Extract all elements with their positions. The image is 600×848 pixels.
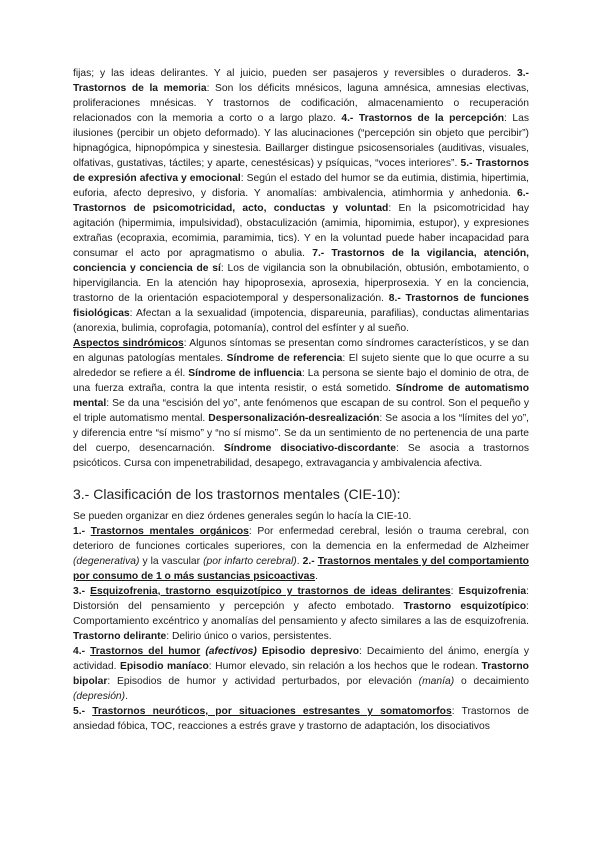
bold-term: 7.- Trastornos de la vigilancia, atención, conciencia y conciencia de sí [73, 248, 529, 274]
underlined-term: Trastornos neuróticos, por situaciones estresantes y somatomorfos [92, 706, 452, 717]
text: : La persona se siente bajo el dominio de otra, de una fuerza extraña, contra la que intenta resistir, o está sometido. [73, 368, 529, 394]
bold-term: 3.- Trastornos de la memoria [73, 68, 529, 94]
bold-term: Síndrome de automatismo mental [73, 383, 529, 409]
text: : Comportamiento excéntrico y anomalías del pensamiento y afecto similares a las de esquizofrenia. [73, 601, 529, 627]
text: : Según el estado del humor se da eutimia, distimia, hipertimia, euforia, afecto depresivo, y disforia. Y anomalías: ambivalencia, atimhormia y anhedonia. [73, 173, 530, 199]
bold-term: 8.- Trastornos de funciones fisiológicas [73, 293, 529, 319]
underlined-term: Trastornos mentales y del comportamiento por consumo de 1 o más sustancias psicoactivas [73, 556, 529, 582]
list-item-3 [73, 584, 529, 644]
underlined-term: Esquizofrenia, trastorno esquizotípico y trastornos de ideas delirantes [90, 586, 451, 597]
bold-term: Episodio depresivo [261, 646, 360, 657]
underlined-term: Trastornos del humor [90, 646, 201, 657]
list-item-1 [73, 524, 529, 584]
bold-term: Síndrome disociativo-discordante [223, 443, 396, 454]
text: : Las ilusiones (percibir un objeto deformado). Y las alucinaciones (“percepción sin objeto que percibir”) hipnagógica, hipnopómpica y sinestesia. Baillarger distingue psicosensoriales (auditivas, visuales, olfativas, gustativas, táctiles; y aparte, cenestésicas) y psíquicas, “voces interiores”. [73, 113, 529, 169]
underlined-term: Aspectos sindrómicos [73, 338, 184, 349]
section-heading: 3.- Clasificación de los trastornos mentales (CIE-10): [73, 486, 401, 502]
underlined-heading [73, 338, 184, 349]
text: : Por enfermedad cerebral, lesión o trauma cerebral, con deterioro de funciones corticales superiores, con la demencia en la enfermedad de Alzheimer [73, 526, 529, 552]
text: : Se da una “escisión del yo”, ante fenómenos que escapan de su control. Son el pequeño y el triple automatismo mental. [73, 398, 529, 424]
paragraph-symptoms [73, 66, 529, 336]
bold-term: 5.- Trastornos de expresión afectiva y emocional [73, 158, 529, 184]
italic-term: (depresión) [73, 691, 126, 702]
text: : Se asocia a trastornos psicóticos. Cursa con impenetrabilidad, desapego, extravagancia y ambivalencia afectiva. [73, 443, 529, 469]
text: . [296, 556, 303, 567]
text: : Humor elevado, sin relación a los hechos que le rodean. [208, 661, 482, 672]
item-number: 1.- [73, 526, 91, 537]
text: : Son los déficits mnésicos, laguna amnésica, amnesias electivas, proliferaciones mnésicas. Y trastornos de codificación, almacenamiento o recuperación relacionados con la memoria a corto o a largo plazo. [73, 83, 529, 124]
bold-term: Trastorno bipolar [73, 661, 529, 687]
bold-term: 6.- Trastornos de psicomotricidad, acto, conductas y voluntad [73, 188, 529, 214]
text: : Distorsión del pensamiento y percepción y afecto embotado. [73, 586, 529, 612]
text: : Decaimiento del ánimo, energía y actividad. [73, 646, 529, 672]
paragraph-syndromes [73, 336, 529, 471]
text: . [315, 571, 318, 582]
text: : Delirio único o varios, persistentes. [166, 631, 332, 642]
text: : Los de vigilancia son la obnubilación, obtusión, embotamiento, o hipervigilancia. En la atención hay hipoprosexia, aprosexia, hiperprosexia. Y en la conciencia, trastorno de la orientación espaciotemporal y despersonalización. [73, 263, 529, 304]
bold-term: Esquizofrenia [458, 586, 527, 597]
text: : En la psicomotricidad hay agitación (hipermimia, impulsividad), obstaculización (amimia, hipomimia, estupor), y expresiones extrañas (ecopraxia, ecomimia, paramimia, tics). Y en la voluntad puede haber incapacidad para consumar el acto por apragmatismo o abulia. [73, 203, 529, 259]
list-item-4 [73, 644, 529, 704]
bold-term: Despersonalización-desrealización [208, 413, 380, 424]
item-number: 4.- [73, 646, 91, 657]
text: : Algunos síntomas se presentan como síndromes característicos, y se dan en algunas patologías mentales. [73, 338, 529, 364]
italic-term: (por infarto cerebral) [203, 556, 297, 567]
text: : Se asocia a los “límites del yo”, y diferencia entre “sí mismo” y “no sí mismo”. Se da un sentimiento de no pertenencia de una parte del cuerpo, desencarnación. [73, 413, 529, 454]
section-intro: Se pueden organizar en diez órdenes generales según lo hacía la CIE-10. [73, 511, 412, 522]
item-number: 2.- [302, 556, 318, 567]
bold-term: 4.- Trastornos de la percepción [341, 113, 505, 124]
item-number: 3.- [73, 586, 91, 597]
text: . [125, 691, 128, 702]
text: : El sujeto siente que lo que ocurre a su alrededor se refiere a él. [73, 353, 530, 379]
italic-term: (degenerativa) [73, 556, 140, 567]
item-number: 5.- [73, 706, 93, 717]
bold-term: Episodio maníaco [120, 661, 209, 672]
text: y la vascular [139, 556, 204, 567]
text: fijas; y las ideas delirantes. Y al juicio, pueden ser pasajeros y reversibles o duraderos. [73, 68, 517, 79]
italic-term: (manía) [418, 676, 455, 687]
document-page [73, 66, 529, 734]
bold-term: Trastorno delirante [73, 631, 167, 642]
list-item-5 [73, 704, 529, 734]
text: : Trastornos de ansiedad fóbica, TOC, reacciones a estrés grave y trastorno de adaptación, los disociativos [73, 706, 529, 732]
text: : [450, 586, 459, 597]
bold-term: Síndrome de referencia [226, 353, 343, 364]
bold-term: Síndrome de influencia [188, 368, 302, 379]
text: o decaimiento [454, 676, 529, 687]
underlined-term: Trastornos mentales orgánicos [90, 526, 249, 537]
bold-italic-term: (afectivos) [205, 646, 257, 657]
text: : Afectan a la sexualidad (impotencia, dispareunia, parafilias), conductas alimentarias (anorexia, bulimia, coprofagia, potomanía), control del esfínter y al sueño. [73, 308, 529, 334]
text: : Episodios de humor y actividad perturbados, por elevación [107, 676, 419, 687]
bold-term: Trastorno esquizotípico [403, 601, 527, 612]
